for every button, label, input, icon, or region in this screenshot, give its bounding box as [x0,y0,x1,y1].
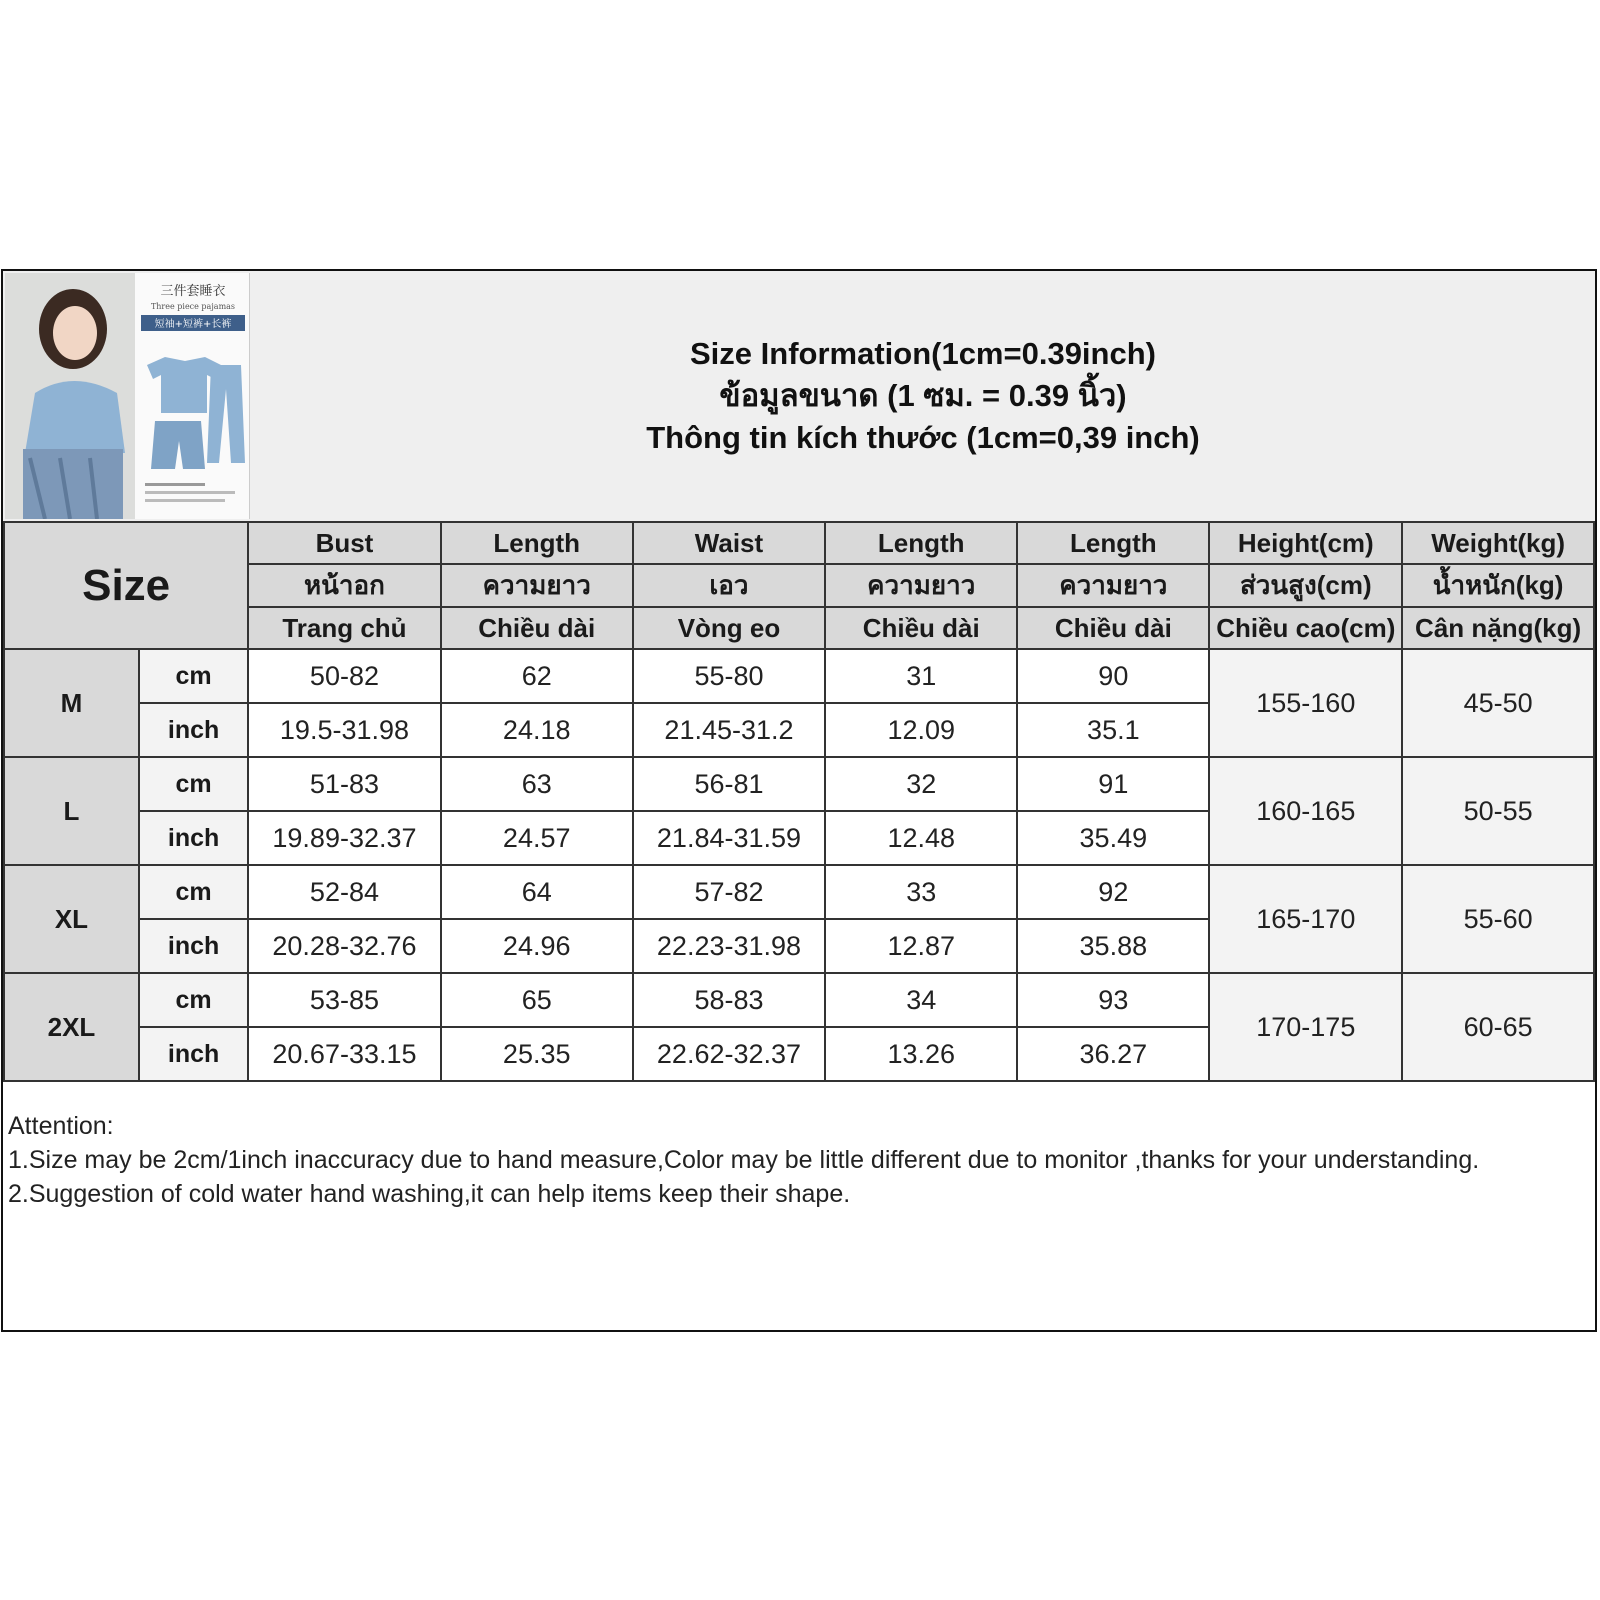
length-cell: 62 [441,649,633,703]
weight-cell: 55-60 [1402,865,1594,973]
height-cell: 160-165 [1209,757,1402,865]
bust-cell: 19.89-32.37 [248,811,440,865]
size-table [3,521,1595,1082]
header-band [3,271,1595,523]
waist-cell: 56-81 [633,757,825,811]
waist-cell: 22.62-32.37 [633,1027,825,1081]
title-en: Size Information(1cm=0.39inch) [690,336,1156,371]
title-vi: Thông tin kích thước (1cm=0,39 inch) [646,420,1200,455]
size-header: Size [4,522,248,649]
col-header-en: Length [441,522,633,564]
length-cell: 35.88 [1017,919,1209,973]
length-cell: 24.57 [441,811,633,865]
length-cell: 64 [441,865,633,919]
length-cell: 36.27 [1017,1027,1209,1081]
col-header-vi: Vòng eo [633,607,825,649]
length-cell: 31 [825,649,1017,703]
bust-cell: 20.28-32.76 [248,919,440,973]
product-photo [5,273,250,519]
size-cell: M [4,649,139,757]
col-header-en: Length [1017,522,1209,564]
table-row [4,649,1594,703]
image-label-cn: 三件套睡衣 [160,284,226,299]
bust-cell: 19.5-31.98 [248,703,440,757]
unit-cell: cm [139,757,248,811]
length-cell: 35.49 [1017,811,1209,865]
weight-cell: 60-65 [1402,973,1594,1081]
image-tag-cn: 短袖+短裤+长裤 [154,319,232,330]
image-label-en: Three piece pajamas [150,302,236,311]
col-header-th: หน้าอก [248,564,440,607]
col-header-th: ความยาว [825,564,1017,607]
bust-cell: 53-85 [248,973,440,1027]
length-cell: 34 [825,973,1017,1027]
col-header-th: ความยาว [441,564,633,607]
length-cell: 25.35 [441,1027,633,1081]
unit-cell: inch [139,919,248,973]
size-chart [1,269,1597,1332]
length-cell: 12.09 [825,703,1017,757]
length-cell: 12.48 [825,811,1017,865]
waist-cell: 22.23-31.98 [633,919,825,973]
waist-cell: 21.45-31.2 [633,703,825,757]
col-header-vi: Trang chủ [248,607,440,649]
length-cell: 35.1 [1017,703,1209,757]
unit-cell: inch [139,1027,248,1081]
col-header-th: น้ำหนัก(kg) [1402,564,1594,607]
title-block [251,271,1595,521]
col-header-th: ความยาว [1017,564,1209,607]
waist-cell: 21.84-31.59 [633,811,825,865]
length-cell: 90 [1017,649,1209,703]
product-image [5,273,249,519]
attention-notes [8,1109,1588,1211]
length-cell: 13.26 [825,1027,1017,1081]
length-cell: 92 [1017,865,1209,919]
title-th: ข้อมูลขนาด (1 ซม. = 0.39 นิ้ว) [719,378,1127,413]
length-cell: 24.18 [441,703,633,757]
length-cell: 65 [441,973,633,1027]
bust-cell: 20.67-33.15 [248,1027,440,1081]
table-row [4,973,1594,1027]
unit-cell: inch [139,811,248,865]
unit-cell: cm [139,649,248,703]
waist-cell: 55-80 [633,649,825,703]
col-header-th: ส่วนสูง(cm) [1209,564,1402,607]
col-header-en: Length [825,522,1017,564]
length-cell: 93 [1017,973,1209,1027]
waist-cell: 58-83 [633,973,825,1027]
unit-cell: cm [139,865,248,919]
col-header-en: Waist [633,522,825,564]
table-row [4,757,1594,811]
length-cell: 33 [825,865,1017,919]
table-row [4,865,1594,919]
length-cell: 24.96 [441,919,633,973]
waist-cell: 57-82 [633,865,825,919]
length-cell: 63 [441,757,633,811]
col-header-vi: Chiều dài [1017,607,1209,649]
bust-cell: 50-82 [248,649,440,703]
col-header-vi: Cân nặng(kg) [1402,607,1594,649]
unit-cell: cm [139,973,248,1027]
weight-cell: 45-50 [1402,649,1594,757]
col-header-vi: Chiều dài [441,607,633,649]
weight-cell: 50-55 [1402,757,1594,865]
notes-line-1: 1.Size may be 2cm/1inch inaccuracy due to hand measure,Color may be little different due to monitor ,thanks for your understanding. [8,1146,1480,1174]
notes-line-2: 2.Suggestion of cold water hand washing,it can help items keep their shape. [8,1180,851,1208]
length-cell: 32 [825,757,1017,811]
col-header-vi: Chiều cao(cm) [1209,607,1402,649]
height-cell: 155-160 [1209,649,1402,757]
col-header-en: Height(cm) [1209,522,1402,564]
notes-heading: Attention: [8,1112,114,1140]
col-header-en: Bust [248,522,440,564]
col-header-vi: Chiều dài [825,607,1017,649]
col-header-th: เอว [633,564,825,607]
bust-cell: 52-84 [248,865,440,919]
size-cell: 2XL [4,973,139,1081]
length-cell: 91 [1017,757,1209,811]
bust-cell: 51-83 [248,757,440,811]
height-cell: 165-170 [1209,865,1402,973]
size-cell: L [4,757,139,865]
height-cell: 170-175 [1209,973,1402,1081]
length-cell: 12.87 [825,919,1017,973]
unit-cell: inch [139,703,248,757]
size-cell: XL [4,865,139,973]
col-header-en: Weight(kg) [1402,522,1594,564]
